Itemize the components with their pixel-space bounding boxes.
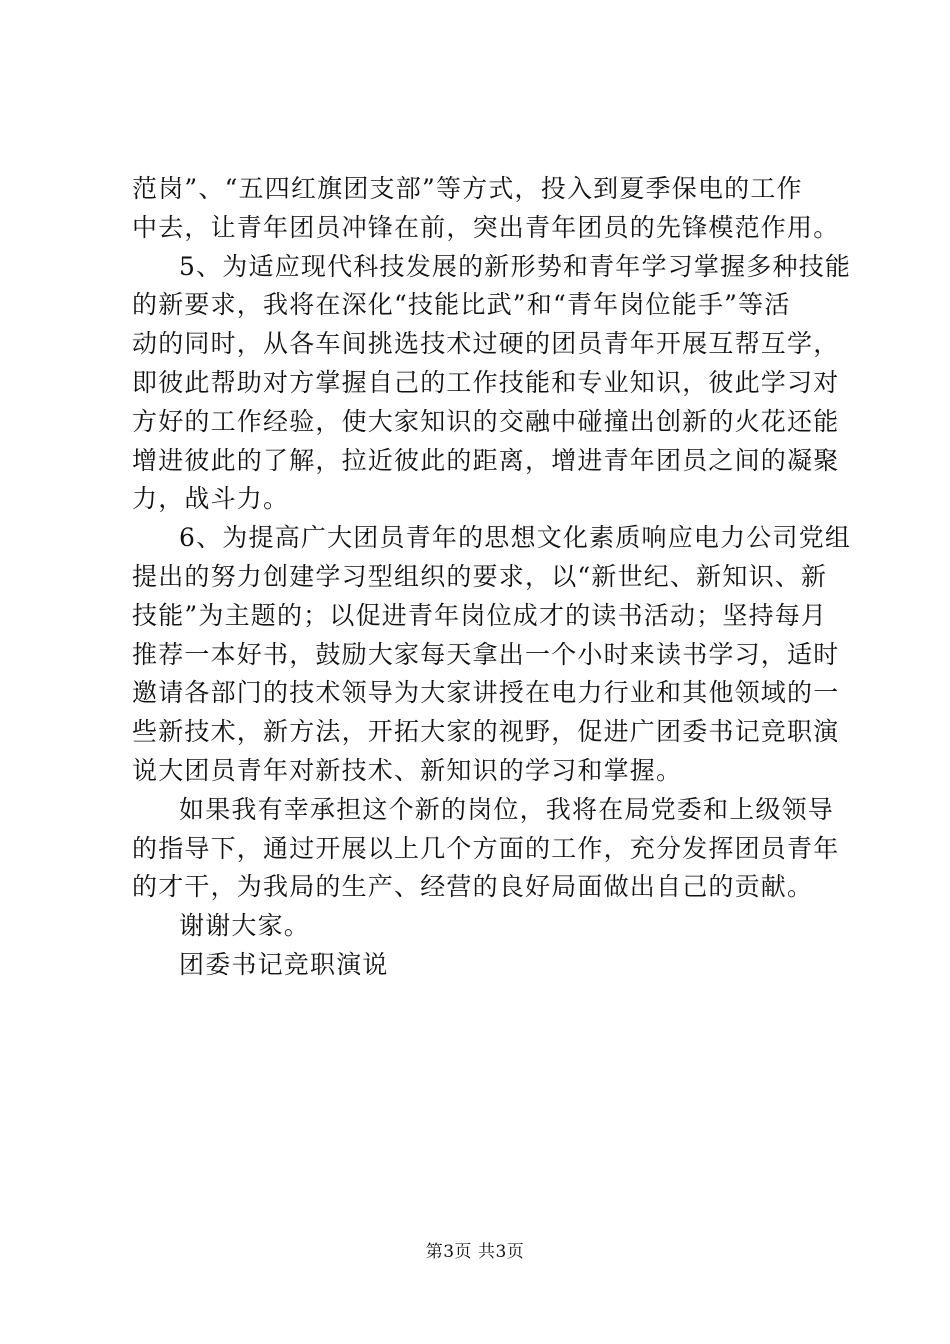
text-line: 方好的工作经验，使大家知识的交融中碰撞出创新的火花还能	[132, 406, 840, 436]
text-line: 谢谢大家。	[179, 911, 311, 941]
text-line: 6、为提高广大团员青年的思想文化素质响应电力公司党组	[179, 523, 852, 553]
text-line: 动的同时，从各车间挑选技术过硬的团员青年开展互帮互学，	[132, 329, 840, 359]
page-footer	[0, 1240, 950, 1264]
text-line: 中去，让青年团员冲锋在前，突出青年团员的先锋模范作用。	[132, 212, 840, 242]
text-line: 的新要求，我将在深化“技能比武”和“青年岗位能手”等活	[132, 290, 791, 320]
text-line: 些新技术，新方法，开拓大家的视野，促进广团委书记竞职演	[132, 717, 840, 747]
text-line: 力，战斗力。	[132, 484, 290, 514]
text-line: 即彼此帮助对方掌握自己的工作技能和专业知识，彼此学习对	[132, 367, 840, 397]
text-line: 推荐一本好书，鼓励大家每天拿出一个小时来读书学习，适时	[132, 639, 840, 669]
text-line: 5、为适应现代科技发展的新形势和青年学习掌握多种技能	[179, 251, 852, 281]
document-body	[132, 170, 852, 985]
text-line: 如果我有幸承担这个新的岗位，我将在局党委和上级领导	[179, 794, 835, 824]
text-line: 的指导下，通过开展以上几个方面的工作，充分发挥团员青年	[132, 833, 840, 863]
text-line: 邀请各部门的技术领导为大家讲授在电力行业和其他领域的一	[132, 678, 840, 708]
text-line: 增进彼此的了解，拉近彼此的距离，增进青年团员之间的凝聚	[132, 445, 840, 475]
text-line: 的才干，为我局的生产、经营的良好局面做出自己的贡献。	[132, 872, 814, 902]
page-number-label: 第3页 共3页	[425, 1242, 525, 1262]
text-line: 团委书记竞职演说	[179, 949, 389, 979]
text-line: 范岗”、“五四红旗团支部”等方式，投入到夏季保电的工作	[132, 174, 803, 203]
text-line: 技能”为主题的；以促进青年岗位成才的读书活动；坚持每月	[132, 600, 828, 630]
text-line: 提出的努力创建学习型组织的要求，以“新世纪、新知识、新	[132, 561, 828, 591]
text-line: 说大团员青年对新技术、新知识的学习和掌握。	[132, 755, 683, 785]
